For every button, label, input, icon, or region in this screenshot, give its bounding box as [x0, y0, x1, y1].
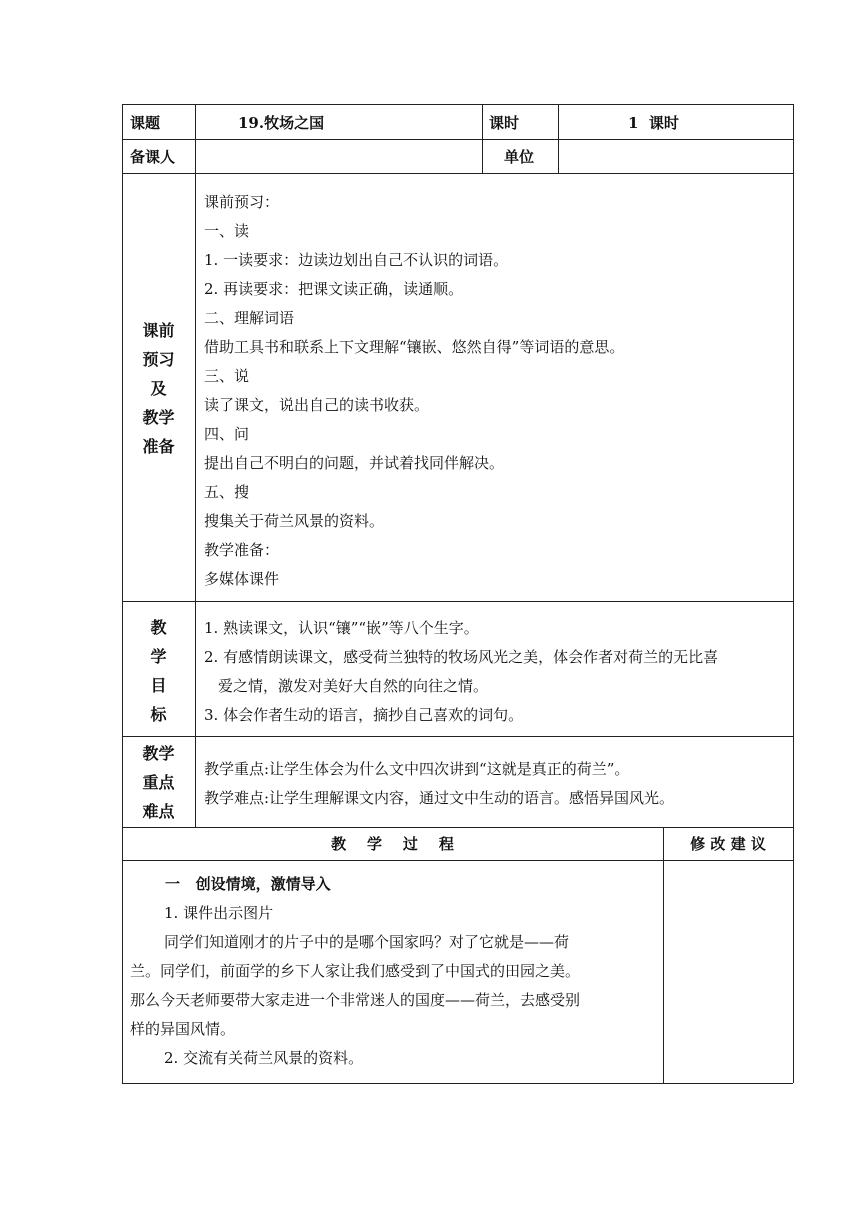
keypoint-line: 教学重点:让学生体会为什么文中四次讲到“这就是真正的荷兰”。 — [204, 760, 630, 778]
keypoints-label-line: 教学 — [142, 744, 175, 763]
table-border-bottom — [122, 1083, 793, 1084]
preview-label-line: 准备 — [142, 437, 175, 456]
preview-line: 提出自己不明白的问题，并试着找同伴解决。 — [204, 454, 505, 472]
preview-line: 2. 再读要求：把课文读正确，读通顺。 — [204, 280, 464, 298]
process-line: 2. 交流有关荷兰风景的资料。 — [164, 1049, 364, 1067]
preview-label-line: 教学 — [142, 408, 175, 427]
goals-label-line: 学 — [150, 647, 167, 666]
table-row-divider — [122, 860, 793, 861]
goals-label-line: 目 — [150, 676, 167, 695]
table-row-divider — [122, 736, 793, 737]
goals-label-line: 标 — [150, 705, 167, 724]
suggestion-header: 修 改 建 议 — [690, 835, 766, 853]
preview-line: 一、读 — [204, 222, 250, 240]
goals-label — [122, 613, 195, 729]
title-label: 课题 — [130, 114, 161, 132]
preview-line: 二、理解词语 — [204, 309, 295, 327]
process-line: 同学们知道刚才的片子中的是哪个国家吗？对了它就是——荷 — [164, 933, 570, 951]
table-col-divider — [195, 104, 196, 827]
preview-line: 课前预习： — [204, 193, 280, 211]
table-row-divider — [122, 827, 793, 828]
preview-label-line: 及 — [150, 379, 167, 398]
preview-line: 多媒体课件 — [204, 570, 280, 588]
preview-line: 搜集关于荷兰风景的资料。 — [204, 512, 385, 530]
preview-content — [204, 188, 624, 594]
goal-line: 爱之情，激发对美好大自然的向往之情。 — [218, 677, 489, 695]
table-col-divider — [663, 827, 664, 1083]
preview-label — [122, 316, 195, 461]
period-value: 1 课时 — [628, 114, 679, 132]
table-row-divider — [122, 173, 793, 174]
table-col-divider — [558, 104, 559, 173]
process-header: 教 学 过 程 — [331, 835, 454, 853]
preview-line: 教学准备： — [204, 541, 280, 559]
section-title: 一 创设情境，激情导入 — [165, 875, 331, 893]
preview-label-line: 课前 — [142, 321, 175, 340]
preview-label-line: 预习 — [142, 350, 175, 369]
process-line: 那么今天老师要带大家走进一个非常迷人的国度——荷兰，去感受别 — [130, 991, 581, 1009]
unit-label: 单位 — [504, 148, 535, 166]
period-label: 课时 — [489, 114, 520, 132]
preview-line: 读了课文，说出自己的读书收获。 — [204, 396, 430, 414]
process-line: 兰。同学们，前面学的乡下人家让我们感受到了中国式的田园之美。 — [130, 962, 581, 980]
table-border-left — [122, 104, 123, 1083]
preview-line: 借助工具书和联系上下文理解“镶嵌、悠然自得”等词语的意思。 — [204, 338, 625, 356]
lesson-title: 19.牧场之国 — [238, 114, 325, 132]
preview-line: 五、搜 — [204, 483, 250, 501]
table-border-top — [122, 104, 793, 105]
goals-label-line: 教 — [150, 618, 167, 637]
keypoints-label-line: 重点 — [142, 773, 175, 792]
goal-line: 3. 体会作者生动的语言，摘抄自己喜欢的词句。 — [204, 706, 524, 724]
table-row-divider — [122, 139, 793, 140]
keypoints-label-line: 难点 — [142, 802, 175, 821]
keypoints-content — [204, 755, 674, 813]
preview-line: 1. 一读要求：边读边划出自己不认识的词语。 — [204, 251, 509, 269]
preview-line: 三、说 — [204, 367, 250, 385]
process-content — [130, 899, 580, 1073]
process-line: 1. 课件出示图片 — [164, 904, 274, 922]
keypoints-label — [122, 739, 195, 826]
preparer-label: 备课人 — [130, 148, 176, 166]
preview-line: 四、问 — [204, 425, 250, 443]
table-row-divider — [122, 601, 793, 602]
goals-content — [204, 614, 718, 730]
table-border-right — [793, 104, 794, 1083]
goal-line: 1. 熟读课文，认识“镶”“嵌”等八个生字。 — [204, 619, 479, 637]
keypoint-line: 教学难点:让学生理解课文内容，通过文中生动的语言。感悟异国风光。 — [204, 789, 675, 807]
process-line: 样的异国风情。 — [130, 1020, 236, 1038]
goal-line: 2. 有感情朗读课文，感受荷兰独特的牧场风光之美，体会作者对荷兰的无比喜 — [204, 648, 719, 666]
table-col-divider — [482, 104, 483, 173]
